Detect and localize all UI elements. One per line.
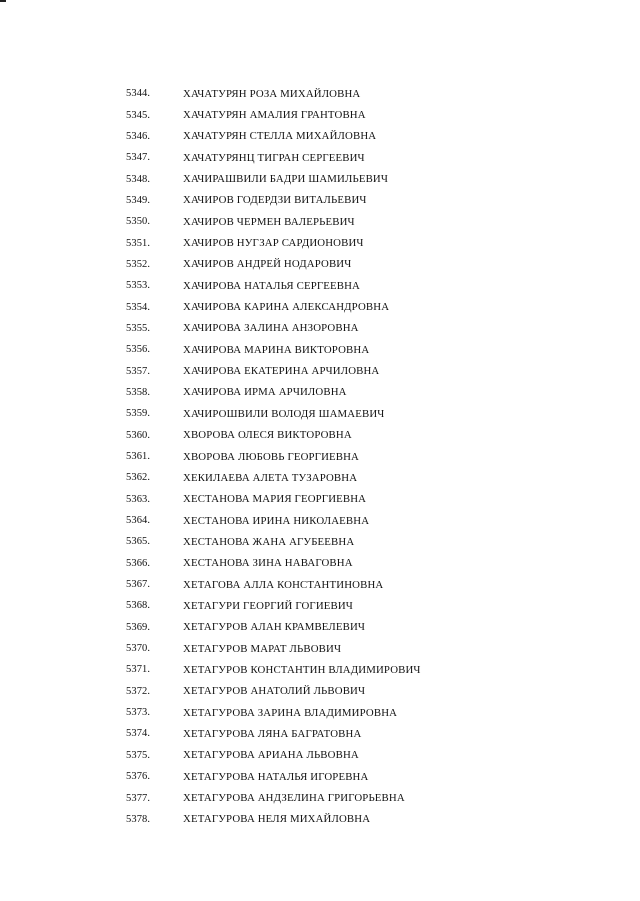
entry-full-name: ХЕСТАНОВА ИРИНА НИКОЛАЕВНА <box>183 514 370 527</box>
list-item <box>0 403 421 424</box>
entry-number: 5353. <box>126 280 151 292</box>
list-item <box>0 425 421 446</box>
entry-full-name: ХЕТАГУРОВА АРИАНА ЛЬВОВНА <box>183 749 359 762</box>
entry-full-name: ХЕСТАНОВА МАРИЯ ГЕОРГИЕВНА <box>183 493 367 506</box>
list-item <box>0 254 421 275</box>
entry-full-name: ХАЧИРОВА КАРИНА АЛЕКСАНДРОВНА <box>183 301 390 314</box>
entry-number: 5369. <box>126 621 151 633</box>
list-item <box>0 574 421 595</box>
entry-full-name: ХЕТАГУРИ ГЕОРГИЙ ГОГИЕВИЧ <box>183 599 353 612</box>
entry-full-name: ХЕТАГУРОВ МАРАТ ЛЬВОВИЧ <box>183 642 342 655</box>
list-item <box>0 360 421 381</box>
entry-number: 5371. <box>126 664 151 676</box>
list-item <box>0 702 421 723</box>
entry-full-name: ХАЧИРОВ ГОДЕРДЗИ ВИТАЛЬЕВИЧ <box>183 194 367 207</box>
list-item <box>0 638 421 659</box>
entry-number: 5347. <box>126 152 151 164</box>
entry-number: 5356. <box>126 344 151 356</box>
entry-number: 5373. <box>126 707 151 719</box>
list-item <box>0 296 421 317</box>
entry-full-name: ХАЧИРОВ ЧЕРМЕН ВАЛЕРЬЕВИЧ <box>183 215 355 228</box>
entry-number: 5346. <box>126 130 151 142</box>
entry-number: 5365. <box>126 536 151 548</box>
entry-number: 5357. <box>126 365 151 377</box>
list-item <box>0 467 421 488</box>
list-item <box>0 211 421 232</box>
entry-full-name: ХАЧАТУРЯН СТЕЛЛА МИХАЙЛОВНА <box>183 130 377 143</box>
entry-full-name: ХАЧИРОВА МАРИНА ВИКТОРОВНА <box>183 343 370 356</box>
name-list <box>0 83 421 830</box>
list-item <box>0 126 421 147</box>
entry-number: 5372. <box>126 685 151 697</box>
list-item <box>0 104 421 125</box>
entry-full-name: ХАЧИРОШВИЛИ ВОЛОДЯ ШАМАЕВИЧ <box>183 407 385 420</box>
list-item <box>0 595 421 616</box>
entry-full-name: ХЕТАГУРОВА НАТАЛЬЯ ИГОРЕВНА <box>183 770 369 783</box>
entry-full-name: ХАЧАТУРЯНЦ ТИГРАН СЕРГЕЕВИЧ <box>183 151 365 164</box>
entry-number: 5355. <box>126 322 151 334</box>
entry-full-name: ХЕСТАНОВА ЖАНА АГУБЕЕВНА <box>183 535 355 548</box>
list-item <box>0 382 421 403</box>
entry-full-name: ХВОРОВА ЛЮБОВЬ ГЕОРГИЕВНА <box>183 450 360 463</box>
entry-number: 5367. <box>126 579 151 591</box>
entry-number: 5360. <box>126 429 151 441</box>
entry-number: 5345. <box>126 109 151 121</box>
entry-number: 5368. <box>126 600 151 612</box>
entry-number: 5361. <box>126 451 151 463</box>
entry-number: 5362. <box>126 472 151 484</box>
list-item <box>0 681 421 702</box>
page-corner-mark <box>0 0 6 2</box>
entry-number: 5359. <box>126 408 151 420</box>
entry-number: 5351. <box>126 237 151 249</box>
entry-number: 5363. <box>126 493 151 505</box>
entry-full-name: ХЕТАГУРОВ АНАТОЛИЙ ЛЬВОВИЧ <box>183 685 366 698</box>
entry-number: 5378. <box>126 813 151 825</box>
entry-number: 5375. <box>126 749 151 761</box>
list-item <box>0 232 421 253</box>
list-item <box>0 766 421 787</box>
entry-full-name: ХЕТАГУРОВА ЛЯНА БАГРАТОВНА <box>183 727 362 740</box>
list-item <box>0 659 421 680</box>
entry-full-name: ХАЧАТУРЯН РОЗА МИХАЙЛОВНА <box>183 87 361 100</box>
entry-number: 5348. <box>126 173 151 185</box>
entry-full-name: ХАЧИРОВА НАТАЛЬЯ СЕРГЕЕВНА <box>183 279 360 292</box>
entry-full-name: ХАЧИРОВ АНДРЕЙ НОДАРОВИЧ <box>183 258 352 271</box>
entry-full-name: ХЕТАГУРОВ КОНСТАНТИН ВЛАДИМИРОВИЧ <box>183 663 421 676</box>
entry-number: 5354. <box>126 301 151 313</box>
entry-full-name: ХВОРОВА ОЛЕСЯ ВИКТОРОВНА <box>183 429 352 442</box>
entry-full-name: ХЕТАГОВА АЛЛА КОНСТАНТИНОВНА <box>183 578 384 591</box>
list-item <box>0 745 421 766</box>
entry-full-name: ХАЧИРОВА ЗАЛИНА АНЗОРОВНА <box>183 322 359 335</box>
list-item <box>0 446 421 467</box>
list-item <box>0 787 421 808</box>
list-item <box>0 168 421 189</box>
list-item <box>0 617 421 638</box>
list-item <box>0 339 421 360</box>
entry-full-name: ХАЧИРОВА ИРМА АРЧИЛОВНА <box>183 386 347 399</box>
list-item <box>0 275 421 296</box>
entry-number: 5366. <box>126 557 151 569</box>
entry-full-name: ХЕТАГУРОВА НЕЛЯ МИХАЙЛОВНА <box>183 813 371 826</box>
entry-full-name: ХАЧИРОВА ЕКАТЕРИНА АРЧИЛОВНА <box>183 365 380 378</box>
list-item <box>0 723 421 744</box>
list-item <box>0 531 421 552</box>
entry-full-name: ХЕТАГУРОВА ЗАРИНА ВЛАДИМИРОВНА <box>183 706 398 719</box>
entry-number: 5358. <box>126 386 151 398</box>
list-item <box>0 318 421 339</box>
list-item <box>0 510 421 531</box>
list-item <box>0 83 421 104</box>
entry-full-name: ХАЧИРОВ НУГЗАР САРДИОНОВИЧ <box>183 237 364 250</box>
entry-full-name: ХАЧИРАШВИЛИ БАДРИ ШАМИЛЬЕВИЧ <box>183 173 389 186</box>
entry-number: 5344. <box>126 88 151 100</box>
list-item <box>0 553 421 574</box>
entry-full-name: ХЕТАГУРОВА АНДЗЕЛИНА ГРИГОРЬЕВНА <box>183 792 405 805</box>
entry-number: 5374. <box>126 728 151 740</box>
entry-number: 5377. <box>126 792 151 804</box>
list-item <box>0 489 421 510</box>
entry-number: 5352. <box>126 258 151 270</box>
entry-full-name: ХЕКИЛАЕВА АЛЕТА ТУЗАРОВНА <box>183 471 358 484</box>
entry-full-name: ХАЧАТУРЯН АМАЛИЯ ГРАНТОВНА <box>183 109 366 122</box>
entry-number: 5350. <box>126 216 151 228</box>
entry-number: 5364. <box>126 515 151 527</box>
entry-full-name: ХЕСТАНОВА ЗИНА НАВАГОВНА <box>183 557 353 570</box>
list-item <box>0 809 421 830</box>
list-item <box>0 147 421 168</box>
entry-number: 5376. <box>126 771 151 783</box>
list-item <box>0 190 421 211</box>
entry-full-name: ХЕТАГУРОВ АЛАН КРАМВЕЛЕВИЧ <box>183 621 366 634</box>
entry-number: 5349. <box>126 194 151 206</box>
entry-number: 5370. <box>126 643 151 655</box>
